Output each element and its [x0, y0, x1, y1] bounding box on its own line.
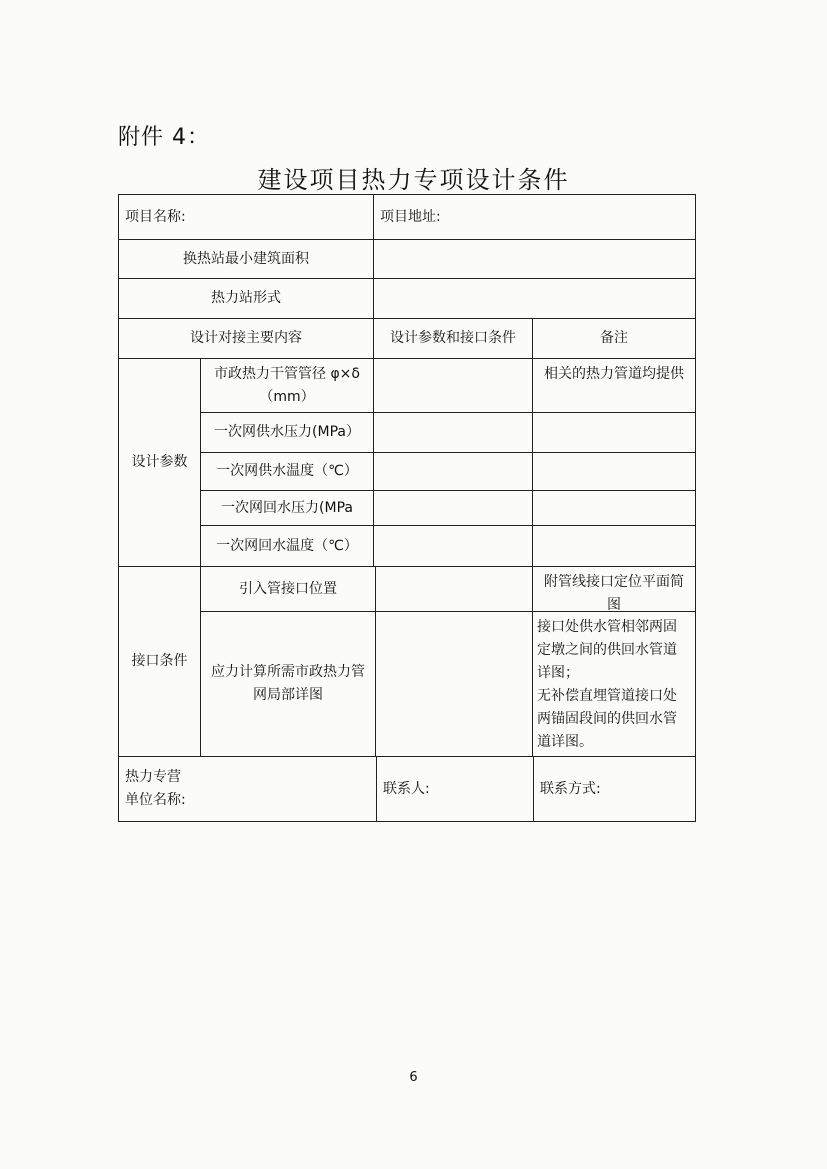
- company-cell: [118, 756, 377, 822]
- param-pipe-diameter-remark: 相关的热力管道均提供: [544, 366, 684, 382]
- project-name-label: 项目名称:: [125, 208, 186, 225]
- contact-method-cell: [533, 756, 696, 822]
- contact-method-label: 联系方式:: [540, 780, 601, 797]
- interface-value-cell: [375, 566, 533, 612]
- header-remarks-cell: [532, 318, 696, 359]
- page-number: 6: [409, 1070, 418, 1085]
- min-area-label-cell: [118, 239, 374, 279]
- header-params-cell: [373, 318, 533, 359]
- param-row-label-cell: [200, 525, 374, 567]
- min-area-value-cell: [373, 239, 696, 279]
- header-params: 设计参数和接口条件: [390, 330, 516, 346]
- project-name-cell: [118, 194, 374, 240]
- design-params-group-cell: [118, 358, 201, 567]
- param-row-label-cell: [200, 358, 374, 413]
- param-supply-temperature-label: 一次网供水温度（℃）: [216, 463, 358, 479]
- design-params-group-label: 设计参数: [131, 454, 188, 470]
- min-area-label: 换热站最小建筑面积: [183, 250, 309, 267]
- header-remarks: 备注: [600, 330, 628, 346]
- interface-inlet-location-remark: 附管线接口定位平面简 图: [544, 574, 684, 613]
- param-value-cell: [373, 452, 533, 491]
- attachment-label: 附件 4：: [118, 125, 210, 150]
- param-value-cell: [373, 525, 533, 567]
- param-remark-cell: [532, 525, 696, 567]
- param-row-label-cell: [200, 490, 374, 526]
- station-form-label: 热力站形式: [211, 290, 281, 306]
- interface-value-cell: [375, 611, 533, 757]
- param-value-cell: [373, 412, 533, 453]
- interface-stress-detail-remark: 接口处供水管相邻两固 定墩之间的供回水管道 详图； 无补偿直埋管道接口处 两锚固段间的供回水管 道详图。: [537, 619, 677, 750]
- interface-inlet-location-label: 引入管接口位置: [239, 580, 337, 597]
- project-address-label: 项目地址:: [380, 208, 441, 225]
- param-pipe-diameter-label: 市政热力干管管径 φ×δ （mm）: [214, 365, 360, 405]
- param-row-label-cell: [200, 412, 374, 453]
- param-value-cell: [373, 358, 533, 413]
- document-title: 建设项目热力专项设计条件: [257, 166, 570, 194]
- param-row-label-cell: [200, 452, 374, 491]
- station-form-label-cell: [118, 278, 374, 319]
- interface-stress-detail-label: 应力计算所需市政热力管 网局部详图: [211, 664, 365, 703]
- company-label: 热力专营 单位名称:: [125, 769, 186, 808]
- interface-row-label-cell: [200, 611, 376, 757]
- param-value-cell: [373, 490, 533, 526]
- station-form-value-cell: [373, 278, 696, 319]
- param-supply-pressure-label: 一次网供水压力(MPa）: [214, 424, 360, 440]
- header-content-cell: [118, 318, 374, 359]
- param-remark-cell: [532, 452, 696, 491]
- interface-row-label-cell: [200, 566, 376, 612]
- contact-person-label: 联系人:: [383, 780, 430, 797]
- param-remark-cell: [532, 358, 696, 413]
- contact-person-cell: [376, 756, 534, 822]
- param-remark-cell: [532, 412, 696, 453]
- param-remark-cell: [532, 490, 696, 526]
- interface-remark-cell: [532, 566, 696, 612]
- interface-group-label: 接口条件: [131, 653, 188, 669]
- project-address-cell: [373, 194, 696, 240]
- param-return-pressure-label: 一次网回水压力(MPa: [221, 499, 353, 516]
- design-conditions-table: [118, 194, 696, 822]
- header-content: 设计对接主要内容: [190, 330, 302, 346]
- param-return-temperature-label: 一次网回水温度（℃）: [216, 537, 358, 554]
- interface-group-cell: [118, 566, 201, 757]
- interface-remark-cell: [532, 611, 696, 757]
